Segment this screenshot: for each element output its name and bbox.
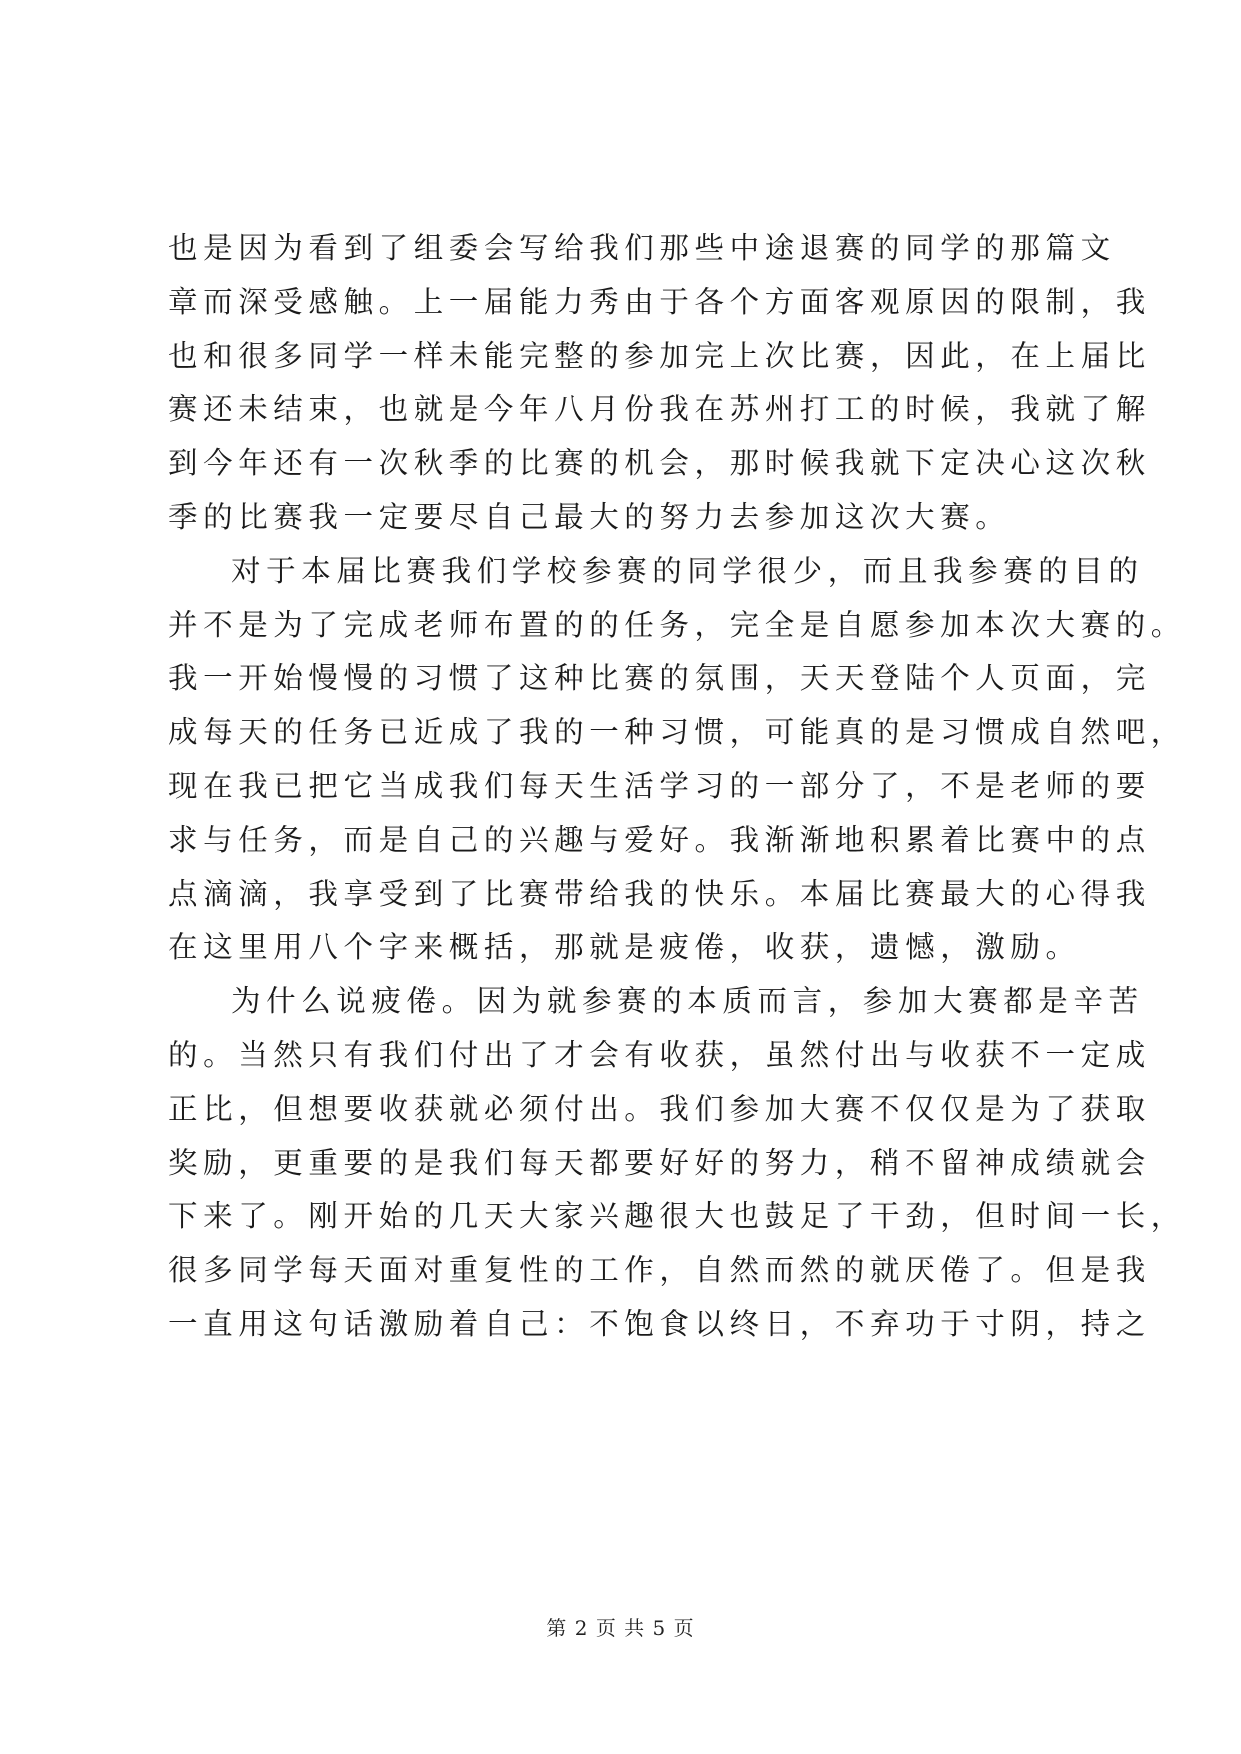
text-line: 我一开始慢慢的习惯了这种比赛的氛围，天天登陆个人页面，完 [168,661,1151,696]
text-line: 对于本届比赛我们学校参赛的同学很少，而且我参赛的目的 [231,553,1144,588]
text-line: 正比，但想要收获就必须付出。我们参加大赛不仅仅是为了获取 [168,1091,1151,1126]
text-line: 章而深受感触。上一届能力秀由于各个方面客观原因的限制，我 [168,284,1151,319]
text-line: 季的比赛我一定要尽自己最大的努力去参加这次大赛。 [168,499,1011,534]
document-body [168,222,1186,1352]
text-line: 到今年还有一次秋季的比赛的机会，那时候我就下定决心这次秋 [168,446,1151,481]
text-line: 为什么说疲倦。因为就参赛的本质而言，参加大赛都是辛苦 [231,984,1144,1019]
text-line: 并不是为了完成老师布置的的任务，完全是自愿参加本次大赛的。 [168,607,1186,642]
text-line: 很多同学每天面对重复性的工作，自然而然的就厌倦了。但是我 [168,1253,1151,1288]
text-line: 成每天的任务已近成了我的一种习惯，可能真的是习惯成自然吧， [168,715,1186,750]
text-line: 也是因为看到了组委会写给我们那些中途退赛的同学的那篇文 [168,231,1116,265]
text-line: 现在我已把它当成我们每天生活学习的一部分了，不是老师的要 [168,768,1151,803]
text-line: 赛还未结束，也就是今年八月份我在苏州打工的时候，我就了解 [168,392,1151,427]
text-line: 在这里用八个字来概括，那就是疲倦，收获，遗憾，激励。 [168,930,1081,965]
text-line: 也和很多同学一样未能完整的参加完上次比赛，因此，在上届比 [168,338,1151,373]
text-line: 奖励，更重要的是我们每天都要好好的努力，稍不留神成绩就会 [168,1145,1151,1180]
text-line: 下来了。刚开始的几天大家兴趣很大也鼓足了干劲，但时间一长， [168,1199,1186,1234]
page-footer: 第 2 页 共 5 页 [546,1616,695,1640]
text-line: 求与任务，而是自己的兴趣与爱好。我渐渐地积累着比赛中的点 [168,822,1151,857]
text-line: 点滴滴，我享受到了比赛带给我的快乐。本届比赛最大的心得我 [168,876,1151,911]
text-line: 一直用这句话激励着自己：不饱食以终日，不弃功于寸阴，持之 [168,1306,1151,1341]
text-line: 的。当然只有我们付出了才会有收获，虽然付出与收获不一定成 [168,1037,1151,1072]
